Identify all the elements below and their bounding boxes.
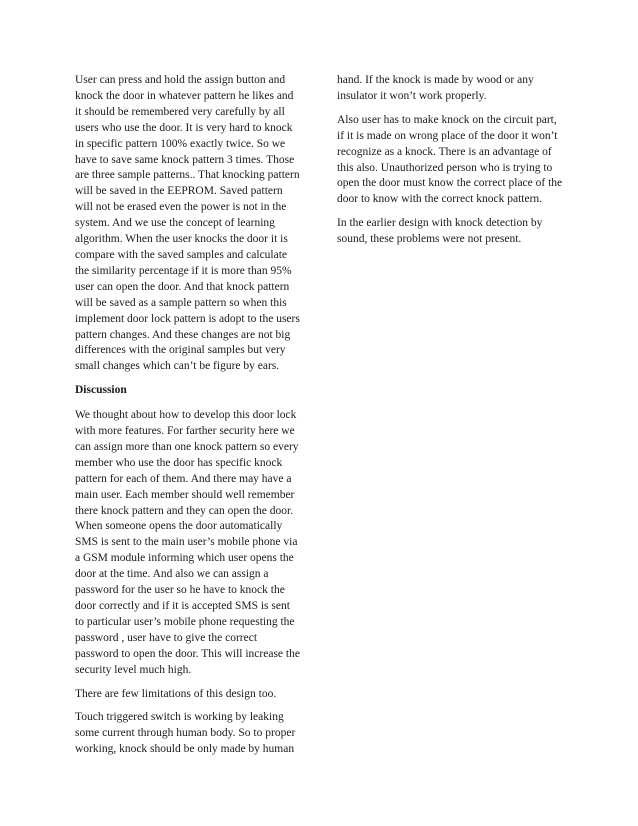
text-line: In the earlier design with knock detection by (337, 217, 543, 230)
text-line: implement door lock pattern is adopt to the users (75, 312, 300, 325)
intro-section (75, 73, 310, 375)
text-line: When someone opens the door automatically (75, 520, 283, 533)
text-line: if it is made on wrong place of the door it won’t (337, 129, 558, 142)
text-line: main user. Each member should well remember (75, 488, 295, 501)
text-line: sound, these problems were not present. (337, 233, 522, 246)
text-line: password , user have to give the correct (75, 631, 258, 644)
right-paragraph (337, 73, 567, 105)
text-line: password to open the door. This will increase the (75, 647, 300, 660)
text-line: hand. If the knock is made by wood or any (337, 74, 534, 86)
text-line: in specific pattern 100% exactly twice. So we (75, 137, 286, 150)
right-body-section (337, 73, 567, 248)
text-line: to particular user’s mobile phone requesting the (75, 615, 295, 628)
discussion-paragraph (75, 687, 310, 703)
text-line: users who use the door. It is very hard to knock (75, 121, 293, 134)
discussion-heading: Discussion (75, 384, 127, 397)
text-line: compare with the saved samples and calculate (75, 248, 288, 261)
text-line: differences with the original samples but very (75, 344, 286, 357)
text-line: door correctly and if it is accepted SMS is sent (75, 600, 290, 612)
text-line: algorithm. When the user knocks the door it is (75, 233, 288, 246)
text-line: some current through human body. So to proper (75, 727, 296, 740)
text-line: this also. Unauthorized person who is trying to (337, 161, 553, 174)
text-line: pattern for each of them. And there may have a (75, 472, 292, 485)
text-line: door to know with the correct knock pattern. (337, 193, 543, 206)
left-column (75, 73, 310, 766)
text-line: SMS is sent to the main user’s mobile phone via (75, 536, 298, 549)
text-line: there knock pattern and they can open the door. (75, 504, 294, 517)
text-line: knock the door in whatever pattern he likes and (75, 89, 294, 102)
text-line: can assign more than one knock pattern so every (75, 440, 299, 453)
text-line: password for the user so he have to knock the (75, 584, 285, 597)
text-line: the similarity percentage if it is more than 95% (75, 264, 292, 277)
right-paragraph (337, 113, 567, 208)
text-line: working, knock should be only made by human (75, 743, 295, 756)
right-paragraph (337, 216, 567, 248)
discussion-section (75, 408, 310, 758)
text-line: small changes which can’t be figure by ears. (75, 360, 280, 373)
text-line: There are few limitations of this design too. (75, 687, 277, 700)
text-line: user can open the door. And that knock pattern (75, 280, 290, 293)
text-line: member who use the door has specific knock (75, 456, 283, 469)
text-line: have to save same knock pattern 3 times. Those (75, 153, 295, 166)
right-column (337, 73, 567, 256)
text-line: insulator it won’t work properly. (337, 89, 487, 102)
text-line: system. And we use the concept of learning (75, 217, 275, 230)
text-line: pattern changes. And these changes are not big (75, 328, 291, 341)
text-line: door at the time. And also we can assign a (75, 568, 269, 581)
text-line: will be saved as a sample pattern so when this (75, 296, 287, 309)
discussion-paragraph (75, 710, 310, 758)
text-line: will be saved in the EEPROM. Saved pattern (75, 185, 283, 198)
text-line: Also user has to make knock on the circuit part, (337, 113, 557, 126)
text-line: will not be erased even the power is not in the (75, 201, 287, 214)
text-line: recognize as a knock. There is an advantage of (337, 145, 552, 158)
intro-paragraph (75, 73, 310, 375)
discussion-paragraph (75, 408, 310, 678)
text-line: We thought about how to develop this door lock (75, 409, 297, 422)
text-line: a GSM module informing which user opens the (75, 552, 294, 565)
text-line: open the door must know the correct place of the (337, 177, 563, 190)
text-line: are three sample patterns.. That knocking pattern (75, 169, 300, 182)
text-line: it should be remembered very carefully by all (75, 105, 285, 118)
text-line: User can press and hold the assign button and (75, 74, 286, 86)
text-line: Touch triggered switch is working by leaking (75, 711, 284, 724)
text-line: security level much high. (75, 663, 192, 676)
text-line: with more features. For farther security here we (75, 425, 295, 438)
